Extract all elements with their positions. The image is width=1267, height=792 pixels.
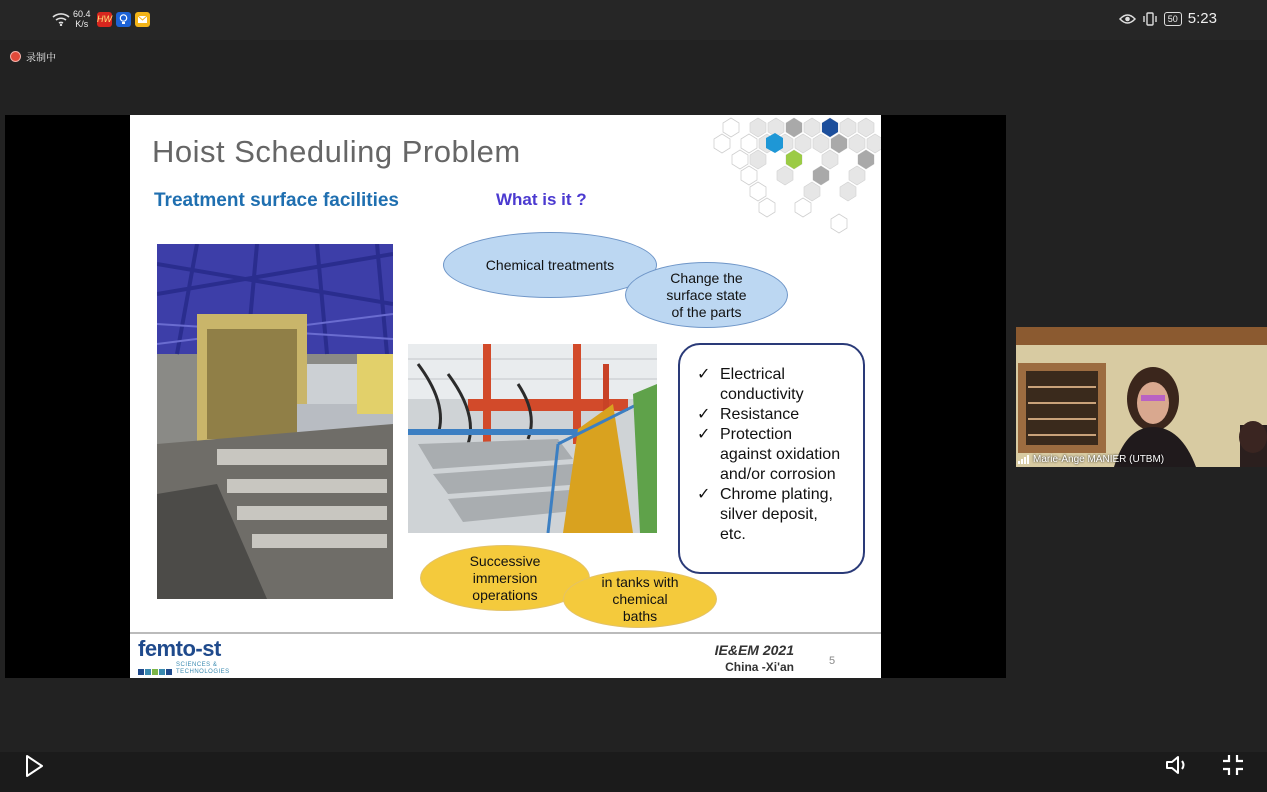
participant-video[interactable] <box>1016 327 1267 467</box>
app-notification-icon: HW <box>97 12 112 27</box>
item-line: Chrome plating, <box>720 486 833 503</box>
list-item <box>697 425 855 485</box>
tanks-line-1: in tanks with <box>601 573 679 590</box>
volume-icon[interactable] <box>1164 752 1190 778</box>
logo-text: femto-st <box>138 636 221 661</box>
mail-icon <box>135 12 150 27</box>
status-right <box>1119 10 1217 27</box>
item-line: Electrical <box>720 366 785 383</box>
conference-name: IE&EM 2021 <box>714 642 794 658</box>
chemical-treatments-bubble <box>443 232 657 298</box>
subtitle-what-is-it: What is it ? <box>496 190 587 209</box>
lightbulb-icon <box>116 12 131 27</box>
conference-location: China -Xi'an <box>725 660 794 674</box>
page-number: 5 <box>829 655 836 667</box>
successive-line-3: operations <box>472 586 538 603</box>
item-line: Resistance <box>720 406 800 423</box>
list-item <box>697 485 855 545</box>
participant-name: Marie-Ange MANIER (UTBM) <box>1033 454 1165 465</box>
check-icon: ✓ <box>697 486 711 503</box>
item-line: against oxidation <box>720 446 841 463</box>
wifi-icon <box>52 12 70 26</box>
recording-indicator <box>10 49 56 64</box>
check-icon: ✓ <box>697 426 711 443</box>
check-icon: ✓ <box>697 366 711 383</box>
tanks-baths-bubble <box>563 570 717 628</box>
tanks-photo <box>408 344 657 533</box>
clock: 5:23 <box>1187 10 1217 27</box>
change-surface-line-2: surface state <box>666 286 747 303</box>
playback-bar <box>0 752 1267 792</box>
facility-photo <box>157 244 393 599</box>
item-line: silver deposit, <box>720 506 818 523</box>
change-surface-line-1: Change the <box>670 269 743 286</box>
status-bar <box>0 0 1267 40</box>
change-surface-line-3: of the parts <box>671 303 742 320</box>
vibrate-icon <box>1142 12 1158 26</box>
conference-info <box>690 642 794 674</box>
play-icon[interactable] <box>24 754 44 778</box>
properties-box <box>678 343 865 574</box>
change-surface-bubble <box>625 262 788 328</box>
item-line: Protection <box>720 426 793 443</box>
exit-fullscreen-icon[interactable] <box>1220 752 1246 778</box>
logo-tagline-1: SCIENCES & <box>176 662 218 668</box>
logo-tagline-2: TECHNOLOGIES <box>176 669 230 675</box>
femto-st-logo <box>138 637 230 678</box>
tanks-line-3: baths <box>622 607 658 624</box>
participant-video-feed <box>1016 327 1267 467</box>
logo-tagline <box>176 662 230 676</box>
check-icon: ✓ <box>697 406 711 423</box>
successive-line-1: Successive <box>469 552 541 569</box>
network-speed-value: 60.4 <box>73 9 91 19</box>
network-speed-unit: K/s <box>75 19 89 29</box>
hexagon-decoration <box>600 115 881 245</box>
signal-bars-icon <box>1018 455 1029 464</box>
slide-title: Hoist Scheduling Problem <box>152 134 521 169</box>
eye-icon <box>1119 13 1136 25</box>
record-icon <box>10 51 21 62</box>
chemical-treatments-label: Chemical treatments <box>485 256 615 273</box>
successive-line-2: immersion <box>472 569 538 586</box>
logo-sub <box>138 662 230 678</box>
list-item <box>697 365 855 405</box>
network-speed <box>73 9 91 29</box>
subtitle-facilities: Treatment surface facilities <box>154 190 399 211</box>
item-line: and/or corrosion <box>720 466 836 483</box>
footer-divider <box>130 632 881 634</box>
battery-indicator: 50 <box>1164 12 1182 26</box>
item-line: etc. <box>720 526 746 543</box>
tanks-line-2: chemical <box>612 590 668 607</box>
participant-name-tag <box>1018 454 1164 465</box>
list-item <box>697 405 855 425</box>
presentation-slide <box>130 115 881 678</box>
recording-label: 录制中 <box>26 53 56 64</box>
item-line: conductivity <box>720 386 804 403</box>
logo-squares <box>138 662 173 678</box>
